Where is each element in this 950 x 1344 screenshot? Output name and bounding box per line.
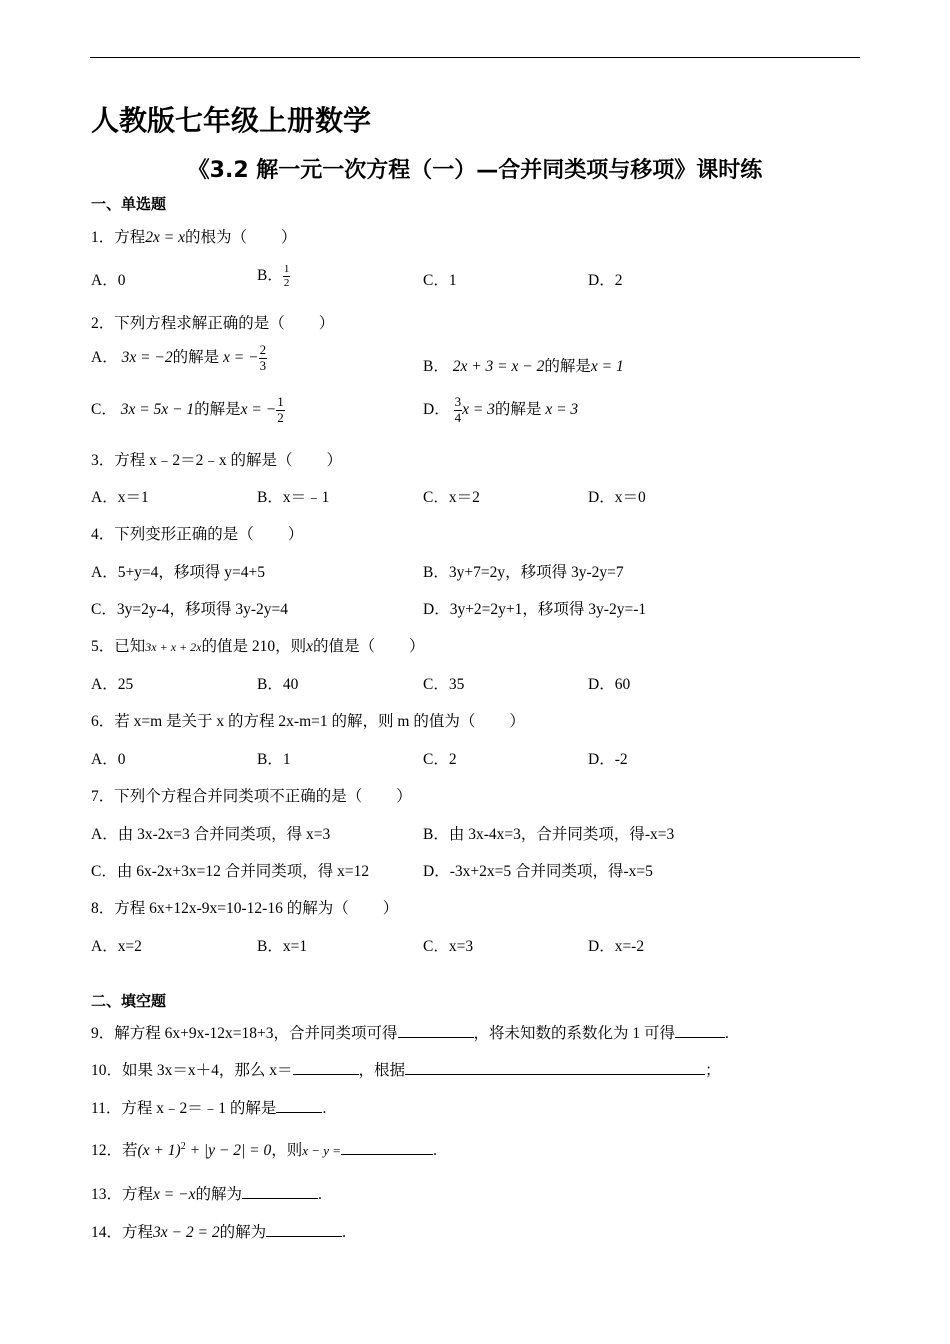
question-8: 8．方程 6x+12x-9x=10-12-16 的解为（ ）: [91, 900, 399, 917]
option-c[interactable]: C．3y=2y-4，移项得 3y-2y=4: [91, 601, 289, 618]
question-5: 5．已知3x + x + 2x的值是 210，则x的值是（ ）: [91, 638, 425, 655]
question-2: 2．下列方程求解正确的是（ ）: [91, 315, 335, 332]
option-b[interactable]: B．1: [257, 751, 291, 768]
section-heading-fill-blank: 二、填空题: [91, 992, 167, 1010]
equation: 2x = x: [145, 229, 185, 246]
option-a[interactable]: A．由 3x-2x=3 合并同类项，得 x=3: [91, 826, 331, 843]
question-12: 12．若$(x + 1)^2 + |y - 2| = 0$，则x − y = .: [91, 1140, 437, 1159]
option-b[interactable]: B．40: [257, 676, 299, 693]
option-c[interactable]: C．x＝2: [423, 489, 480, 506]
section-heading-single-choice: 一、单选题: [91, 195, 167, 213]
option-b[interactable]: B．由 3x-4x=3，合并同类项，得-x=3: [423, 826, 675, 843]
option-d[interactable]: D．3y+2=2y+1，移项得 3y-2y=-1: [423, 601, 647, 618]
answer-blank[interactable]: [398, 1023, 474, 1038]
option-d[interactable]: D．2: [588, 272, 623, 289]
option-a[interactable]: A．0: [91, 751, 126, 768]
option-b[interactable]: B． 2x + 3 = x − 2的解是x = 1: [423, 358, 624, 375]
option-c[interactable]: C．x=3: [423, 938, 474, 955]
option-b[interactable]: B．x=1: [257, 938, 308, 955]
question-10: 10．如果 3x＝x＋4，那么 x＝ ，根据 ；: [91, 1062, 721, 1079]
option-a[interactable]: A．x=2: [91, 938, 142, 955]
question-9: 9．解方程 6x+9x-12x=18+3，合并同类项可得 ，将未知数的系数化为 1 可得 .: [91, 1025, 729, 1042]
option-a[interactable]: A．0: [91, 272, 126, 289]
answer-blank[interactable]: [293, 1060, 359, 1075]
option-c[interactable]: C．2: [423, 751, 457, 768]
option-c[interactable]: C．35: [423, 676, 465, 693]
question-4: 4．下列变形正确的是（ ）: [91, 526, 304, 543]
option-c[interactable]: C． 3x = 5x − 1的解是x = − $\frac{1}{2}$: [91, 394, 284, 425]
option-c[interactable]: C．由 6x-2x+3x=12 合并同类项，得 x=12: [91, 863, 370, 880]
option-d[interactable]: D．60: [588, 676, 631, 693]
question-6: 6．若 x=m 是关于 x 的方程 2x-m=1 的解，则 m 的值为（ ）: [91, 713, 525, 730]
answer-blank[interactable]: [266, 1222, 342, 1237]
answer-blank[interactable]: [405, 1060, 705, 1075]
option-b[interactable]: B．3y+7=2y，移项得 3y-2y=7: [423, 564, 624, 581]
fraction: $\frac{3}{4}$: [454, 394, 462, 425]
page-subtitle: 《3.2 解一元一次方程（一）—合并同类项与移项》课时练: [187, 158, 763, 183]
option-b[interactable]: B． $\frac{1}{2}$: [257, 263, 290, 289]
option-c[interactable]: C．1: [423, 272, 457, 289]
option-d[interactable]: D．-3x+2x=5 合并同类项，得-x=5: [423, 863, 653, 880]
option-d[interactable]: D． $\frac{3}{4}$ x = 3的解是 x = 3: [423, 394, 579, 425]
header-rule: [90, 57, 860, 58]
option-a[interactable]: A．x＝1: [91, 489, 149, 506]
option-d[interactable]: D．-2: [588, 751, 628, 768]
option-d[interactable]: D．x＝0: [588, 489, 646, 506]
option-b[interactable]: B．x＝﹣1: [257, 489, 330, 506]
question-3: 3．方程 x﹣2＝2﹣x 的解是（ ）: [91, 452, 343, 469]
answer-blank[interactable]: [675, 1023, 725, 1038]
option-a[interactable]: A．25: [91, 676, 134, 693]
page-title: 人教版七年级上册数学: [91, 104, 372, 137]
question-7: 7．下列个方程合并同类项不正确的是（ ）: [91, 788, 412, 805]
question-1: 1．方程2x = x的根为（ ）: [91, 229, 297, 246]
fraction: $\frac{1}{2}$: [277, 394, 284, 425]
question-14: 14．方程3x − 2 = 2的解为 .: [91, 1224, 346, 1241]
fraction: $\frac{1}{2}$: [283, 263, 290, 289]
option-a[interactable]: A． 3x = −2的解是 x = − $\frac{2}{3}$: [91, 342, 267, 373]
question-13: 13．方程x = −x的解为 .: [91, 1186, 322, 1203]
option-a[interactable]: A．5+y=4，移项得 y=4+5: [91, 564, 266, 581]
answer-blank[interactable]: [242, 1184, 318, 1199]
option-d[interactable]: D．x=-2: [588, 938, 645, 955]
answer-blank[interactable]: [276, 1098, 322, 1113]
question-11: 11．方程 x﹣2＝﹣1 的解是 .: [91, 1100, 327, 1117]
answer-blank[interactable]: [341, 1140, 433, 1155]
fraction: $\frac{2}{3}$: [259, 342, 267, 373]
